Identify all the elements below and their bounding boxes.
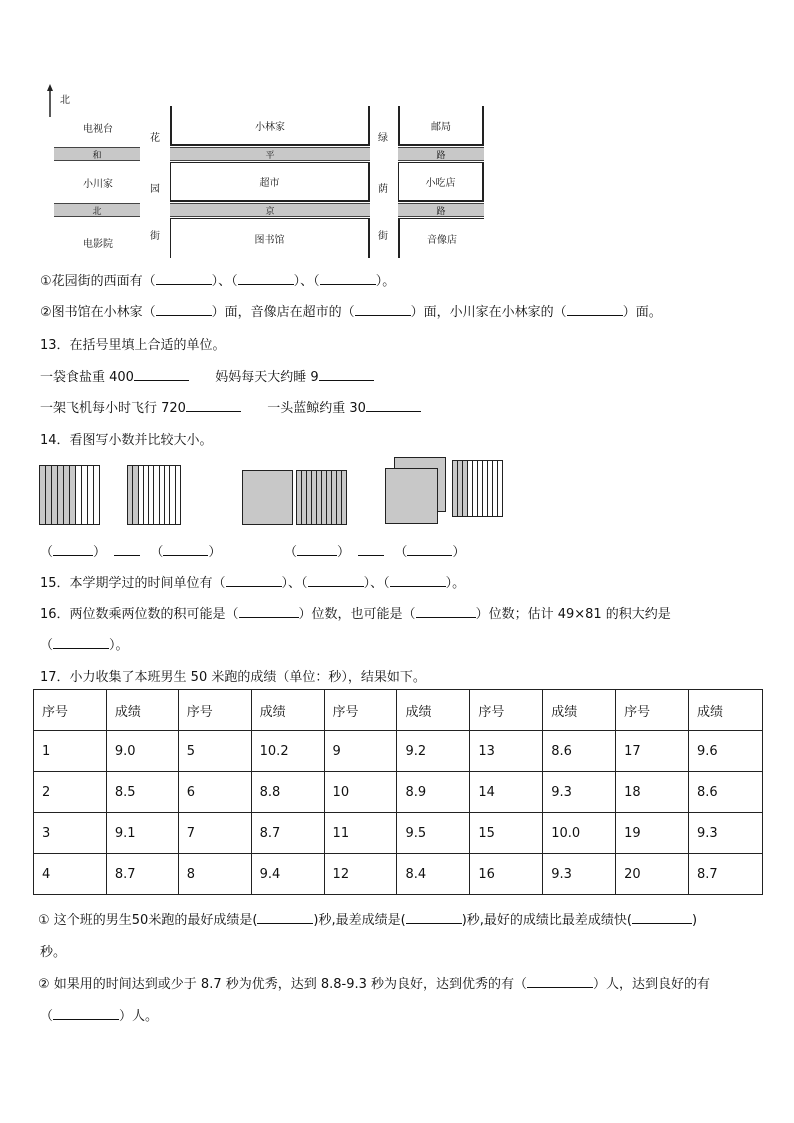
paren: （ xyxy=(394,545,408,560)
q16-text: 16．两位数乘两位数的积可能是（ xyxy=(40,607,239,622)
table-cell: 10.0 xyxy=(543,813,616,854)
q15-end: ）。 xyxy=(445,576,466,591)
decimal-figure-a xyxy=(39,465,100,525)
street-lvyin-char: 绿 xyxy=(378,132,388,144)
q13-row2 xyxy=(40,397,421,416)
q15-sep: ）、（ xyxy=(363,576,390,591)
decimal-figure-b xyxy=(127,465,181,525)
q13-item-whale: 一头蓝鲸约重 30 xyxy=(267,401,366,416)
answer-blank[interactable] xyxy=(390,574,446,587)
q14-answer-row-2 xyxy=(284,541,465,560)
q17-text: ）人，达到良好的有 xyxy=(593,977,711,992)
table-cell: 7 xyxy=(178,813,251,854)
answer-blank[interactable] xyxy=(527,975,593,988)
paren: （ xyxy=(40,1009,54,1024)
q13-item-sleep: 妈妈每天大约睡 9 xyxy=(215,370,319,385)
street-huayuan-char: 园 xyxy=(150,183,160,195)
place-supermarket: 超市 xyxy=(170,162,370,202)
q12-text: ）面，音像店在超市的（ xyxy=(211,305,355,320)
road-beijing-east xyxy=(398,203,484,217)
q15-sep: ）、（ xyxy=(281,576,308,591)
answer-blank[interactable] xyxy=(297,543,337,556)
table-header-cell: 序号 xyxy=(324,690,397,731)
q12-sep: ）、（ xyxy=(211,274,238,289)
table-cell: 2 xyxy=(34,772,107,813)
place-cinema: 电影院 xyxy=(83,238,113,250)
q16-line1 xyxy=(40,603,671,622)
table-cell: 11 xyxy=(324,813,397,854)
place-post-office: 邮局 xyxy=(398,106,484,146)
q16-text: ）位数，也可能是（ xyxy=(298,607,416,622)
paren: （ xyxy=(150,545,164,560)
q17-sub1-line1 xyxy=(38,909,697,928)
table-row xyxy=(34,813,763,854)
place-tv-station: 电视台 xyxy=(83,123,113,135)
street-lvyin-char: 荫 xyxy=(378,183,388,195)
table-header-row xyxy=(34,690,763,731)
table-cell: 8.6 xyxy=(689,772,763,813)
paren: （ xyxy=(40,545,54,560)
table-cell: 17 xyxy=(616,731,689,772)
q13-item-salt: 一袋食盐重 400 xyxy=(40,370,134,385)
q14-answer-row-1 xyxy=(40,541,221,560)
road-beijing-char: 北 xyxy=(92,206,102,217)
answer-blank[interactable] xyxy=(320,272,376,285)
paren: （ xyxy=(284,545,298,560)
paren: ） xyxy=(337,545,351,560)
table-row xyxy=(34,731,763,772)
q17-end: ）人。 xyxy=(119,1009,159,1024)
table-cell: 1 xyxy=(34,731,107,772)
q12-end: ）。 xyxy=(375,274,396,289)
answer-blank[interactable] xyxy=(319,368,374,381)
table-header-cell: 序号 xyxy=(616,690,689,731)
results-table xyxy=(33,689,763,895)
road-heping-char: 平 xyxy=(265,150,275,161)
table-cell: 10.2 xyxy=(251,731,324,772)
place-xiaolin-home: 小林家 xyxy=(170,106,370,146)
q12-text: ②图书馆在小林家（ xyxy=(40,305,156,320)
compare-blank[interactable] xyxy=(114,543,140,556)
table-cell: 20 xyxy=(616,854,689,895)
circled-number: ① xyxy=(38,913,50,928)
road-beijing-char: 路 xyxy=(436,206,446,217)
north-label: 北 xyxy=(60,94,70,106)
answer-blank[interactable] xyxy=(308,574,364,587)
table-cell: 12 xyxy=(324,854,397,895)
table-cell: 9.4 xyxy=(251,854,324,895)
decimal-figure-f xyxy=(452,460,503,517)
table-cell: 9.3 xyxy=(689,813,763,854)
table-cell: 8.4 xyxy=(397,854,470,895)
answer-blank[interactable] xyxy=(53,1007,119,1020)
q17-sub1-line2: 秒。 xyxy=(40,945,67,960)
table-cell: 13 xyxy=(470,731,543,772)
q17-text: )秒,最差成绩是( xyxy=(313,913,406,928)
q13-title: 13．在括号里填上合适的单位。 xyxy=(40,338,226,353)
answer-blank[interactable] xyxy=(239,605,299,618)
table-cell: 8.7 xyxy=(106,854,178,895)
q13-item-plane: 一架飞机每小时飞行 720 xyxy=(40,401,186,416)
table-cell: 14 xyxy=(470,772,543,813)
answer-blank[interactable] xyxy=(134,368,189,381)
table-cell: 9.1 xyxy=(106,813,178,854)
answer-blank[interactable] xyxy=(53,543,93,556)
answer-blank[interactable] xyxy=(355,303,411,316)
table-header-cell: 序号 xyxy=(178,690,251,731)
q17-sub2-line1 xyxy=(38,973,710,992)
q17-end: ) xyxy=(691,913,698,928)
q14-title: 14．看图写小数并比较大小。 xyxy=(40,433,213,448)
road-heping-east xyxy=(398,147,484,161)
street-huayuan-char: 花 xyxy=(150,132,160,144)
table-cell: 5 xyxy=(178,731,251,772)
table-header-cell: 成绩 xyxy=(397,690,470,731)
answer-blank[interactable] xyxy=(366,399,421,412)
answer-blank[interactable] xyxy=(163,543,208,556)
paren: ） xyxy=(208,545,222,560)
answer-blank[interactable] xyxy=(632,911,692,924)
table-header-cell: 成绩 xyxy=(689,690,763,731)
table-header-cell: 成绩 xyxy=(251,690,324,731)
road-heping-mid xyxy=(170,147,370,161)
table-cell: 8.6 xyxy=(543,731,616,772)
place-snack-shop: 小吃店 xyxy=(398,162,484,202)
road-beijing-mid xyxy=(170,203,370,217)
table-cell: 8.8 xyxy=(251,772,324,813)
table-cell: 9 xyxy=(324,731,397,772)
q16-line2 xyxy=(40,634,129,653)
table-cell: 10 xyxy=(324,772,397,813)
table-cell: 19 xyxy=(616,813,689,854)
road-heping-char: 路 xyxy=(436,150,446,161)
q17-text: )秒,最好的成绩比最差成绩快( xyxy=(461,913,632,928)
answer-blank[interactable] xyxy=(53,636,109,649)
table-cell: 6 xyxy=(178,772,251,813)
table-row xyxy=(34,772,763,813)
table-cell: 9.3 xyxy=(543,854,616,895)
table-cell: 9.3 xyxy=(543,772,616,813)
answer-blank[interactable] xyxy=(156,272,212,285)
table-cell: 9.5 xyxy=(397,813,470,854)
q17-text: 如果用的时间达到或少于 8.7 秒为优秀，达到 8.8-9.3 秒为良好，达到优秀的有（ xyxy=(49,977,528,992)
road-heping-west xyxy=(54,147,140,161)
answer-blank[interactable] xyxy=(257,911,313,924)
road-heping-char: 和 xyxy=(92,150,102,161)
q17-title: 17．小力收集了本班男生 50 米跑的成绩（单位：秒），结果如下。 xyxy=(40,670,426,685)
answer-blank[interactable] xyxy=(416,605,476,618)
north-arrow-icon xyxy=(47,84,53,116)
q12-sep: ）、（ xyxy=(293,274,320,289)
street-lvyin-char: 街 xyxy=(378,230,388,242)
q12-text: ①花园街的西面有（ xyxy=(40,274,156,289)
answer-blank[interactable] xyxy=(156,303,212,316)
place-library: 图书馆 xyxy=(170,218,370,258)
paren: （ xyxy=(40,638,54,653)
road-beijing-char: 京 xyxy=(265,206,275,217)
road-beijing-west xyxy=(54,203,140,217)
table-cell: 9.2 xyxy=(397,731,470,772)
table-header-cell: 序号 xyxy=(470,690,543,731)
q13-row1 xyxy=(40,366,374,385)
answer-blank[interactable] xyxy=(238,272,294,285)
q17-text: 这个班的男生50米跑的最好成绩是( xyxy=(49,913,258,928)
table-header-cell: 序号 xyxy=(34,690,107,731)
table-header-cell: 成绩 xyxy=(543,690,616,731)
q16-text: ）位数；估计 49×81 的积大约是 xyxy=(475,607,671,622)
table-cell: 4 xyxy=(34,854,107,895)
q15-text: 15．本学期学过的时间单位有（ xyxy=(40,576,226,591)
answer-blank[interactable] xyxy=(567,303,623,316)
table-cell: 8.7 xyxy=(251,813,324,854)
table-cell: 8.7 xyxy=(689,854,763,895)
place-xiaochuan-home: 小川家 xyxy=(83,178,113,190)
paren: ） xyxy=(93,545,107,560)
q12-line1 xyxy=(40,270,395,289)
table-cell: 15 xyxy=(470,813,543,854)
decimal-figure-d xyxy=(296,470,347,525)
table-cell: 9.0 xyxy=(106,731,178,772)
table-cell: 8.5 xyxy=(106,772,178,813)
q15-line xyxy=(40,572,465,591)
table-header-cell: 成绩 xyxy=(106,690,178,731)
table-cell: 18 xyxy=(616,772,689,813)
q12-line2 xyxy=(40,301,662,320)
table-cell: 8 xyxy=(178,854,251,895)
paren: ） xyxy=(452,545,466,560)
answer-blank[interactable] xyxy=(406,911,462,924)
q12-text: ）面，小川家在小林家的（ xyxy=(410,305,567,320)
answer-blank[interactable] xyxy=(226,574,282,587)
q12-end: ）面。 xyxy=(622,305,662,320)
place-music-store: 音像店 xyxy=(398,218,484,258)
compare-blank[interactable] xyxy=(358,543,384,556)
table-cell: 8.9 xyxy=(397,772,470,813)
circled-number: ② xyxy=(38,977,50,992)
decimal-figure-e-front-square xyxy=(385,468,438,524)
table-cell: 16 xyxy=(470,854,543,895)
street-huayuan-char: 街 xyxy=(150,230,160,242)
table-row xyxy=(34,854,763,895)
table-cell: 9.6 xyxy=(689,731,763,772)
q17-sub2-line2 xyxy=(40,1005,158,1024)
answer-blank[interactable] xyxy=(407,543,452,556)
answer-blank[interactable] xyxy=(186,399,241,412)
table-cell: 3 xyxy=(34,813,107,854)
q16-end: ）。 xyxy=(109,638,129,653)
decimal-figure-c-square xyxy=(242,470,293,525)
